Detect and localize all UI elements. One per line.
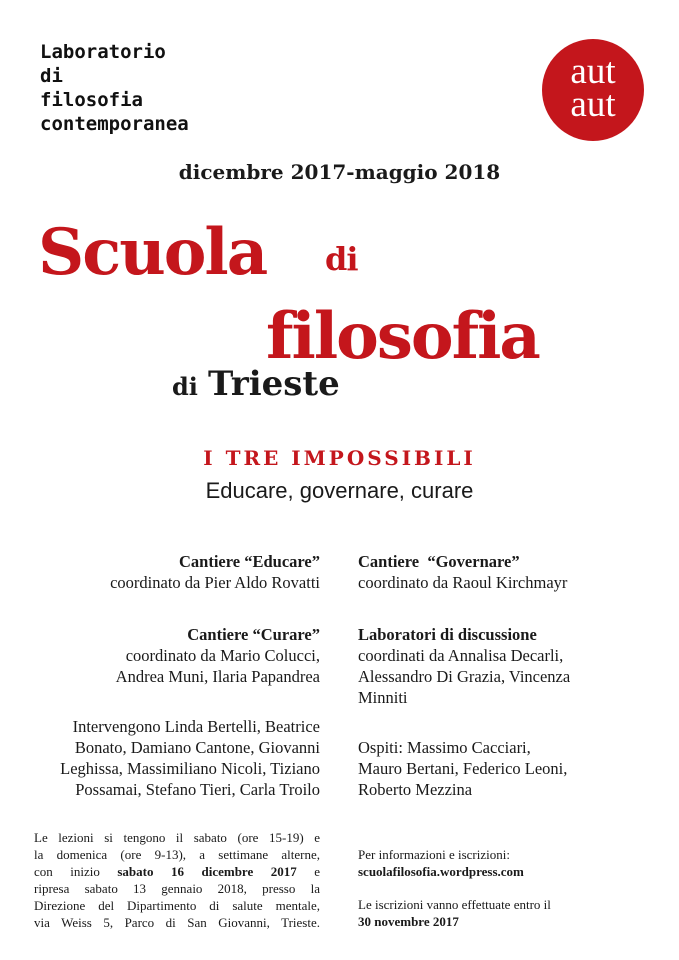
cantiere-educare [20,551,320,593]
lezioni-line: ripresa sabato 13 gennaio 2018, presso la [34,881,320,896]
cantiere-text: Andrea Muni, Ilaria Papandrea [115,667,320,686]
laboratori-text: coordinati da Annalisa Decarli, [358,646,564,665]
cantiere-governare [358,551,658,593]
lezioni-line: via Weiss 5, Parco di San Giovanni, Trieste. [34,915,320,930]
laboratori-discussione [358,624,658,708]
logo-line: aut [570,84,616,125]
ospiti-line: Roberto Mezzina [358,780,473,799]
intervengono-line: Bonato, Damiano Cantone, Giovanni [74,738,320,757]
lab-title [40,40,189,136]
logo-line: aut [570,51,616,92]
info-site: scuolafilosofia.wordpress.com [358,864,524,879]
cantiere-title: Cantiere “Curare” [187,625,320,644]
lezioni-line: Direzione del Dipartimento di salute mentale, [34,898,320,913]
laboratori-text: Alessandro Di Grazia, Vincenza [358,667,571,686]
lezioni-line: la domenica (ore 9-13), a settimane alterne, [34,847,320,862]
cantiere-text: coordinato da Mario Colucci, [125,646,320,665]
intervengono-line: Possamai, Stefano Tieri, Carla Troilo [75,780,320,799]
title-trieste: Trieste [208,364,340,404]
title-scuola: Scuola [38,215,267,290]
lab-title-line: di [40,65,63,87]
title-di: di [325,240,358,278]
lab-title-line: contemporanea [40,113,189,135]
laboratori-text: Minniti [358,688,408,707]
cantiere-title: Cantiere “Educare” [179,552,320,571]
subtitle-sub: Educare, governare, curare [205,478,474,503]
dates: dicembre 2017-maggio 2018 [178,160,501,184]
cantiere-curare [20,624,320,687]
intervengono-line: Intervengono Linda Bertelli, Beatrice [72,717,320,736]
info-label: Per informazioni e iscrizioni: [358,847,510,862]
lab-title-line: filosofia [40,89,143,111]
cantiere-text: coordinato da Pier Aldo Rovatti [110,573,320,592]
lezioni-line: con inizio sabato 16 dicembre 2017 e [34,864,320,879]
aut-aut-logo [542,39,644,141]
laboratori-title: Laboratori di discussione [358,625,537,644]
subtitle-main: I TRE IMPOSSIBILI [203,446,476,470]
info-block [358,846,658,880]
lezioni-info [34,829,320,931]
intervengono [20,716,320,800]
iscrizioni-note: Le iscrizioni vanno effettuate entro il [358,897,551,912]
title-filosofia: filosofia [266,299,539,374]
ospiti-line: Mauro Bertani, Federico Leoni, [358,759,568,778]
ospiti [358,737,658,800]
lab-title-line: Laboratorio [40,41,166,63]
ospiti-line: Ospiti: Massimo Cacciari, [358,738,531,757]
iscrizioni-deadline: 30 novembre 2017 [358,914,459,929]
iscrizioni-block [358,896,658,930]
lezioni-line: Le lezioni si tengono il sabato (ore 15-19) e [34,830,320,845]
intervengono-line: Leghissa, Massimiliano Nicoli, Tiziano [60,759,320,778]
cantiere-text: coordinato da Raoul Kirchmayr [358,573,568,592]
cantiere-title: Cantiere “Governare” [358,552,520,571]
title-di-trieste: di [172,372,198,401]
